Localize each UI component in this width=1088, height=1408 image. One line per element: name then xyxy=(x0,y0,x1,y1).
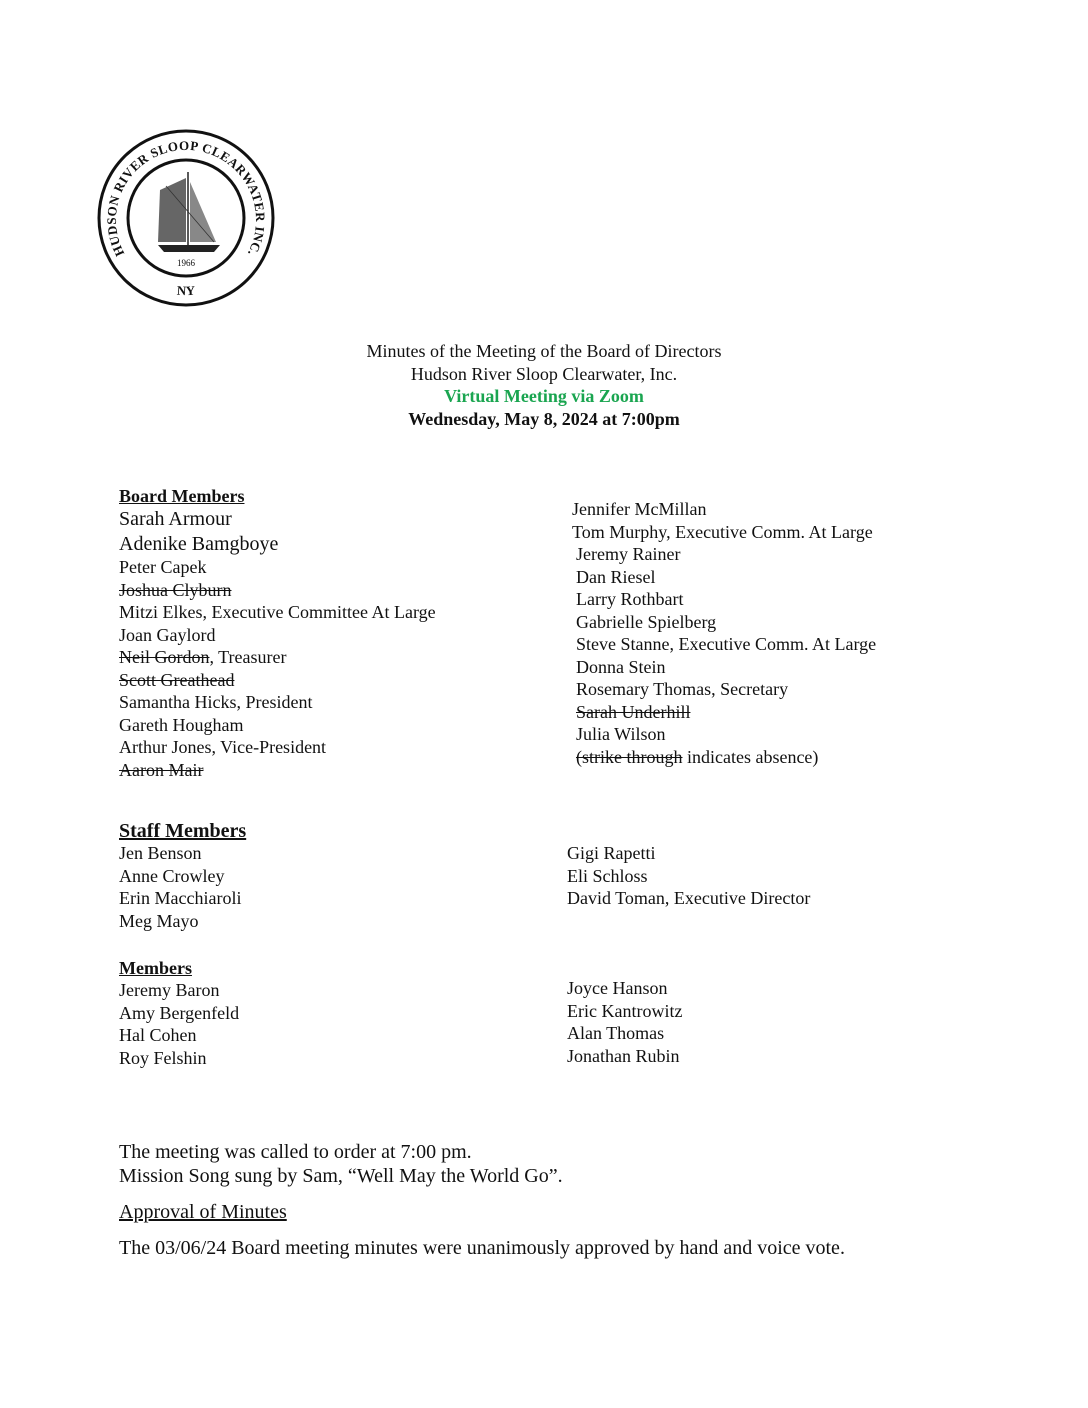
member-name: Rosemary Thomas xyxy=(576,679,712,699)
members-member: Hal Cohen xyxy=(119,1025,197,1045)
board-member xyxy=(119,624,436,647)
board-member xyxy=(572,633,876,656)
sloop-icon xyxy=(158,172,220,252)
members-right xyxy=(567,977,682,1067)
members-heading: Members xyxy=(119,958,192,978)
member-name: Larry Rothbart xyxy=(576,589,684,609)
board-member xyxy=(572,723,876,746)
member-name: Julia Wilson xyxy=(576,724,666,744)
member-role: , Treasurer xyxy=(209,647,287,667)
mission-song: Mission Song sung by Sam, “Well May the World Go”. xyxy=(119,1165,563,1187)
member-role: indicates absence) xyxy=(682,746,819,767)
member-name: Jennifer McMillan xyxy=(572,499,707,519)
svg-text:NY xyxy=(176,283,196,299)
staff-members-left xyxy=(119,820,246,932)
members-member: Jeremy Baron xyxy=(119,980,220,1000)
board-member xyxy=(119,579,436,602)
member-name: Dan Riesel xyxy=(576,566,656,587)
board-member xyxy=(572,588,876,611)
board-member xyxy=(572,656,876,679)
board-member xyxy=(119,601,436,624)
member-name: Peter Capek xyxy=(119,557,207,577)
board-member xyxy=(572,521,876,544)
header-title: Minutes of the Meeting of the Board of Directors xyxy=(366,341,722,361)
member-name: Neil Gordon xyxy=(119,647,210,667)
member-name: Adenike Bamgboye xyxy=(119,532,279,555)
members-member: Eric Kantrowitz xyxy=(567,1000,683,1021)
board-member xyxy=(119,646,436,669)
board-member xyxy=(119,556,436,579)
header-date: Wednesday, May 8, 2024 at 7:00pm xyxy=(408,408,680,429)
header-organization: Hudson River Sloop Clearwater, Inc. xyxy=(410,363,678,384)
member-name: Sarah Underhill xyxy=(576,701,691,722)
member-role: , Secretary xyxy=(711,679,789,699)
board-member xyxy=(119,759,436,782)
member-name: Gabrielle Spielberg xyxy=(576,611,717,632)
approval-text: The 03/06/24 Board meeting minutes were unanimously approved by hand and voice vote. xyxy=(119,1237,845,1259)
staff-member: Anne Crowley xyxy=(119,865,225,886)
members-member: Joyce Hanson xyxy=(567,978,668,998)
board-member xyxy=(572,678,876,701)
logo-ring-text-bottom: NY xyxy=(176,282,196,299)
board-member xyxy=(572,701,876,724)
board-member xyxy=(119,736,436,759)
board-member xyxy=(572,746,876,769)
member-name: Joshua Clyburn xyxy=(119,579,232,600)
header-meeting-type: Virtual Meeting via Zoom xyxy=(444,386,644,406)
member-name: Sarah Armour xyxy=(119,508,232,530)
staff-members-right xyxy=(567,842,810,910)
logo-ring-text: HUDSON RIVER SLOOP CLEARWATER INC. xyxy=(103,137,269,260)
staff-member: Meg Mayo xyxy=(119,910,199,931)
members-member: Roy Felshin xyxy=(119,1047,207,1068)
board-member xyxy=(119,691,436,714)
member-name: Samantha Hicks xyxy=(119,692,237,712)
member-name: Aaron Mair xyxy=(119,759,204,780)
board-member xyxy=(119,532,436,557)
member-name: Joan Gaylord xyxy=(119,624,216,645)
members-member: Amy Bergenfeld xyxy=(119,1002,240,1023)
board-member xyxy=(572,498,876,521)
staff-member: David Toman, Executive Director xyxy=(567,888,811,908)
member-name: Jeremy Rainer xyxy=(576,544,681,564)
members-member: Jonathan Rubin xyxy=(567,1045,680,1066)
member-name: Donna Stein xyxy=(576,656,666,677)
member-name: Steve Stanne xyxy=(576,634,670,654)
member-name: Mitzi Elkes xyxy=(119,602,203,622)
clearwater-logo xyxy=(96,128,276,308)
staff-member: Jen Benson xyxy=(119,843,202,863)
board-member xyxy=(119,669,436,692)
member-role: , Executive Comm. At Large xyxy=(666,521,873,542)
board-members-heading: Board Members xyxy=(119,486,245,506)
members-member: Alan Thomas xyxy=(567,1023,665,1043)
member-name: (strike through xyxy=(576,746,683,767)
staff-member: Eli Schloss xyxy=(567,865,648,886)
board-member xyxy=(572,543,876,566)
logo-year: 1966 xyxy=(177,258,195,268)
board-member xyxy=(119,507,436,532)
member-name: Tom Murphy xyxy=(572,521,667,542)
board-members-right xyxy=(572,498,876,768)
board-member xyxy=(572,566,876,589)
member-name: Gareth Hougham xyxy=(119,714,244,735)
staff-member: Erin Macchiaroli xyxy=(119,888,242,908)
staff-member: Gigi Rapetti xyxy=(567,843,656,863)
board-members-left xyxy=(119,485,436,781)
members-left xyxy=(119,957,239,1069)
member-name: Scott Greathead xyxy=(119,669,235,690)
board-member xyxy=(572,611,876,634)
staff-members-heading: Staff Members xyxy=(119,820,247,842)
member-role: , Executive Committee At Large xyxy=(202,602,436,622)
document-header xyxy=(0,340,1088,430)
board-member xyxy=(119,714,436,737)
approval-heading: Approval of Minutes xyxy=(119,1201,287,1223)
member-role: , Executive Comm. At Large xyxy=(669,634,877,654)
svg-text:HUDSON RIVER SLOOP CLEARWATER xyxy=(104,138,268,259)
member-role: , Vice-President xyxy=(211,737,327,757)
member-role: , President xyxy=(236,692,313,712)
member-name: Arthur Jones xyxy=(119,737,212,757)
call-to-order: The meeting was called to order at 7:00 pm. xyxy=(119,1141,472,1163)
